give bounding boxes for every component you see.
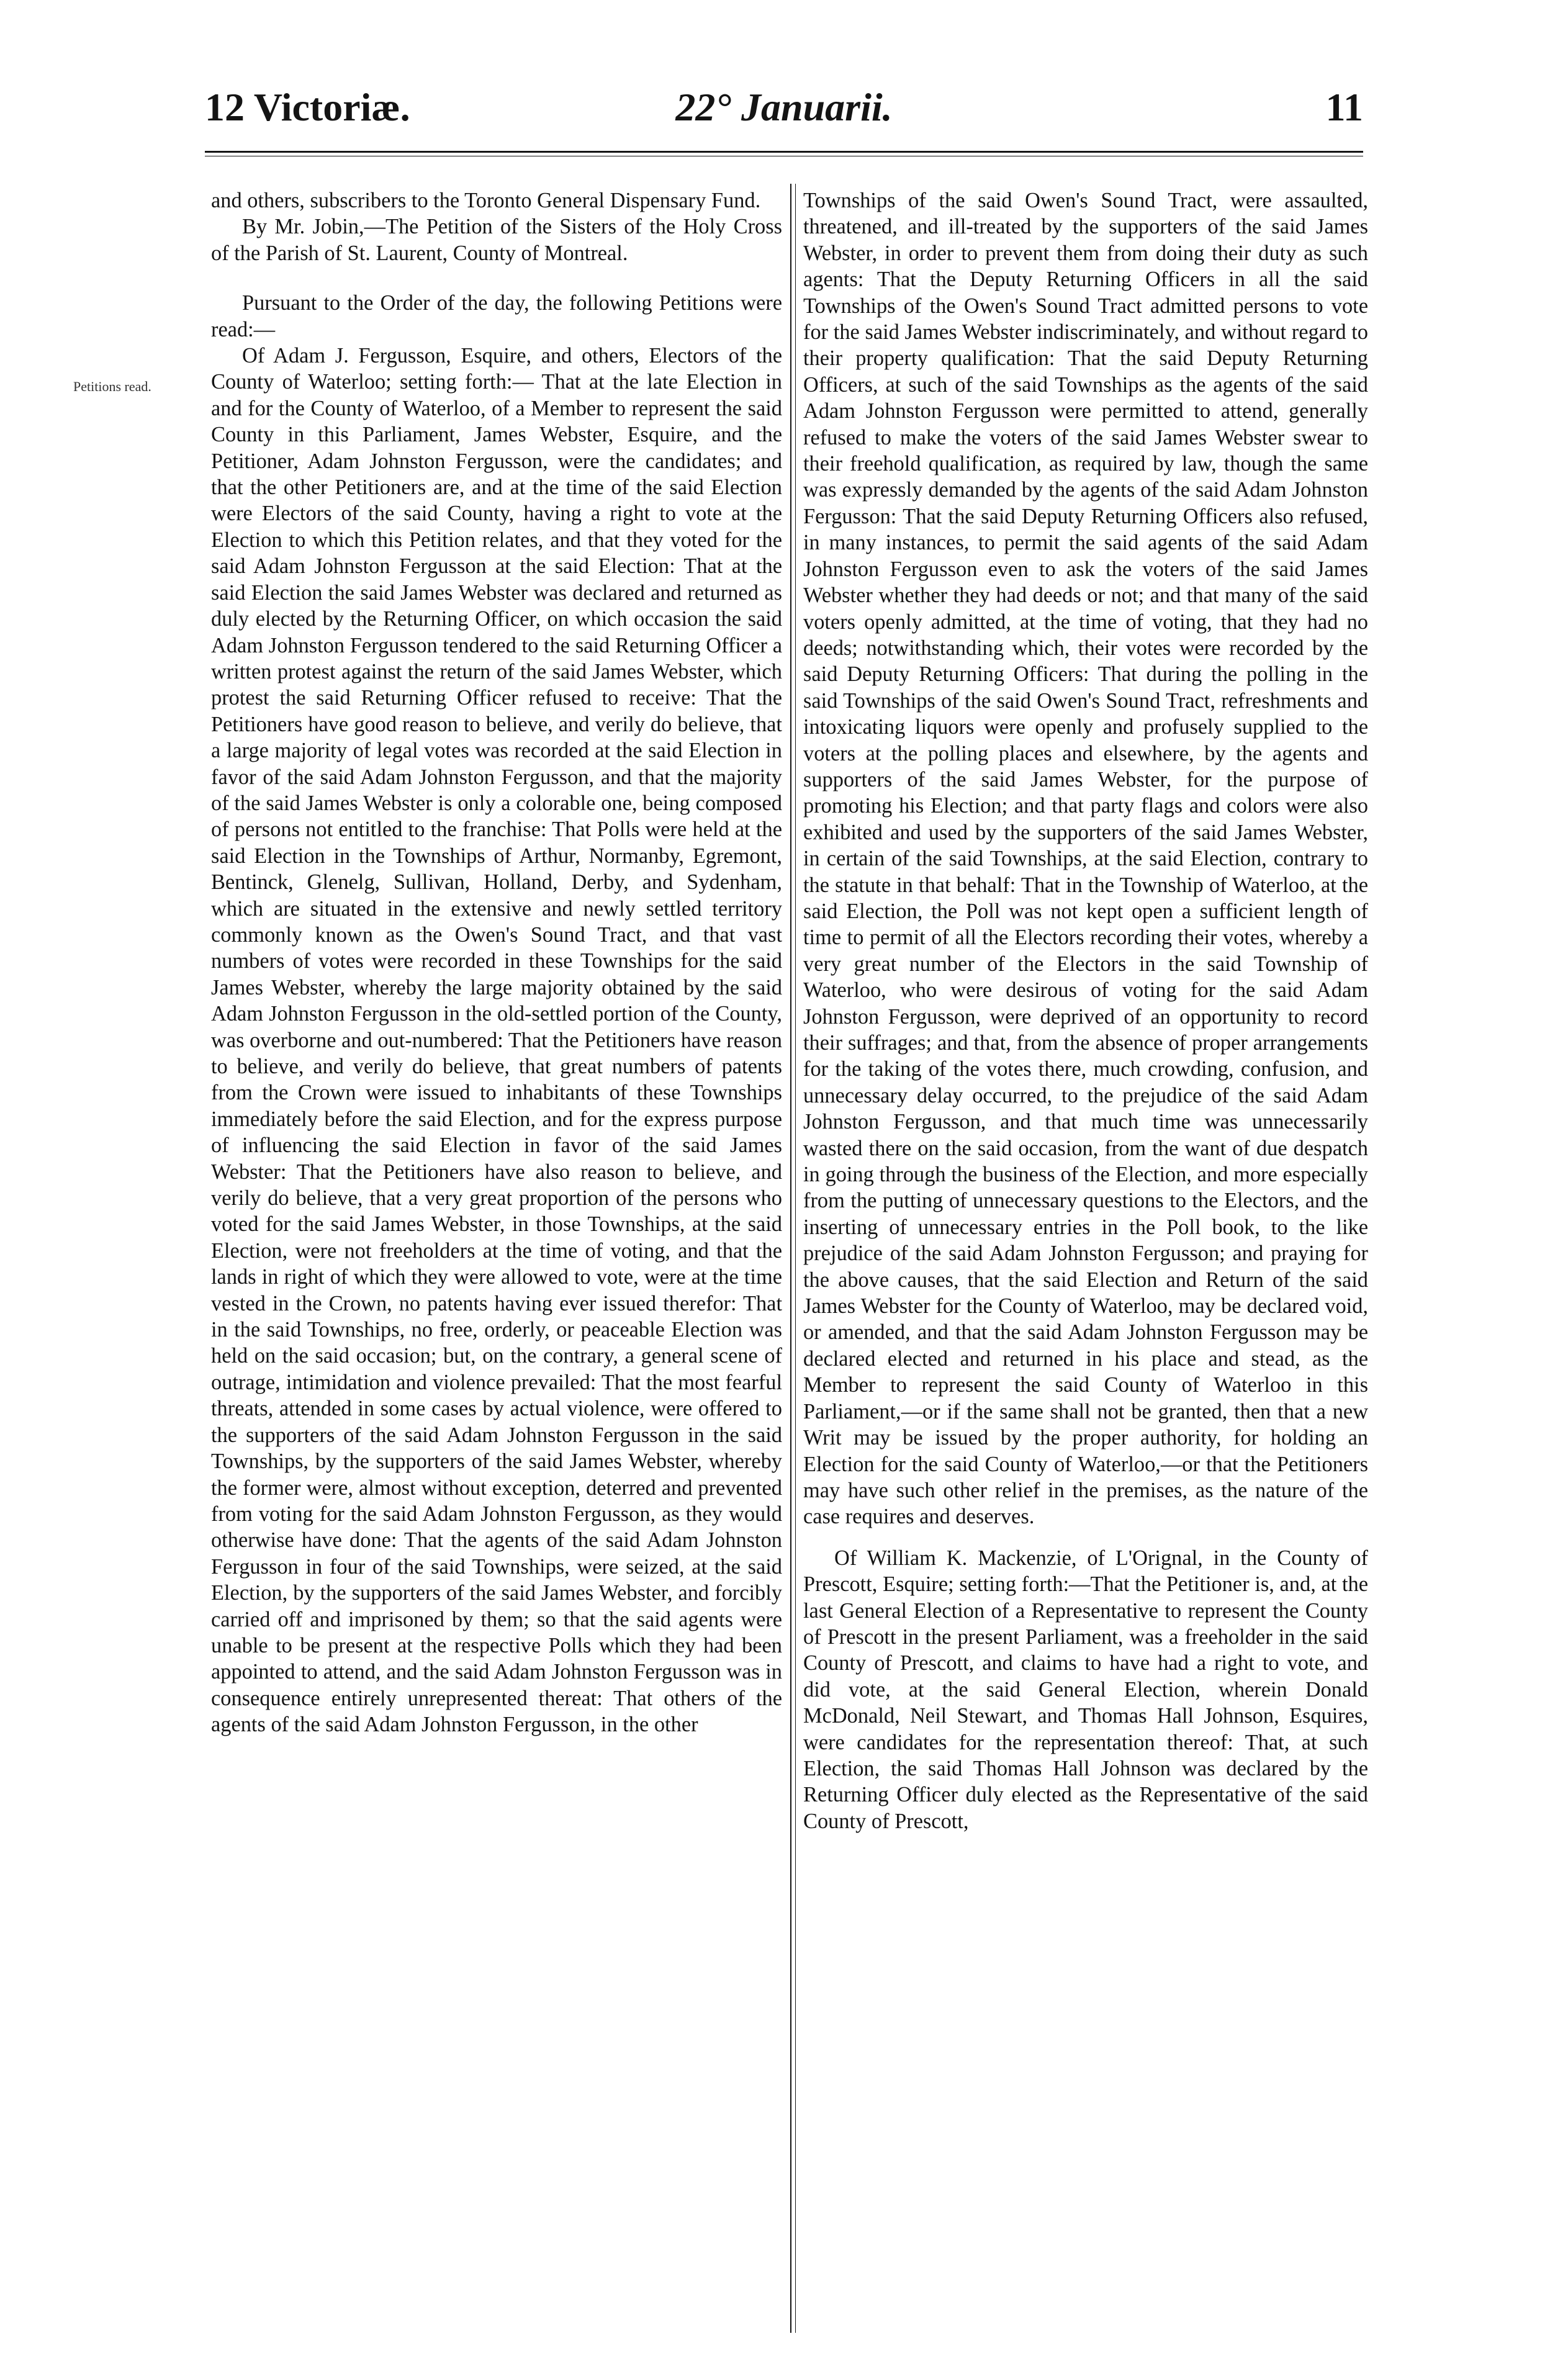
right-column: [803, 187, 1368, 2329]
paragraph: and others, subscribers to the Toronto General Dispensary Fund.: [211, 189, 761, 212]
column-divider: [790, 184, 791, 2333]
paragraph: Townships of the said Owen's Sound Tract, were assaulted, threatened, and ill-treated by the supporters of the said James Webster, in order to prevent them from doing their duty as such agents: That the Deputy Returning Officers in all the said Townships of the Owen's Sound Tract admitted persons to vote for the said James Webster indiscriminately, and without regard to their property qualification: That the said Deputy Returning Officers, at such of the said Townships as the agents of the said Adam Johnston Fergusson were permitted to attend, generally refused to make the voters of the said James Webster swear to their freehold qualification, as required by law, though the same was expressly demanded by the agents of the said Adam Johnston Fergusson: That the said Deputy Returning Officers also refused, in many instances, to permit the said agents of the said Adam Johnston Fergusson even to ask the voters of the said James Webster whether they had deeds or not; and that many of the said voters openly admitted, at the time of voting, that they had no deeds; notwithstanding which, their votes were recorded by the said Deputy Returning Officers: That during the polling in the said Townships of the said Owen's Sound Tract, refreshments and intoxicating liquors were openly and profusely supplied to the voters at the polling places and elsewhere, by the agents and supporters of the said James Webster, for the purpose of promoting his Election; and that party flags and colors were also exhibited and used by the supporters of the said James Webster, in certain of the said Townships, at the said Election, contrary to the statute in that behalf: That in the Township of Waterloo, at the said Election, the Poll was not kept open a sufficient length of time to permit of all the Electors recording their votes, whereby a very great number of the Electors in the said Township of Waterloo, who were desirous of voting for the said Adam Johnston Fergusson, were deprived of an opportunity to record their suffrages; and that, from the absence of proper arrangements for the taking of the votes there, much crowding, confusion, and unnecessary delay occurred, to the prejudice of the said Adam Johnston Fergusson, and that much time was unnecessarily wasted there on the said occasion, from the want of due despatch in going through the business of the Election, and more especially from the putting of unnecessary questions to the Electors, and the inserting of unnecessary entries in the Poll book, to the like prejudice of the said Adam Johnston Fergusson; and praying for the above causes, that the said Election and Return of the said James Webster for the County of Waterloo, may be declared void, or amended, and that the said Adam Johnston Fergusson may be declared elected and returned in his place and stead, as the Member to represent the said County of Waterloo in this Parliament,—or if the same shall not be granted, then that a new Writ may be issued by the proper authority, for holding an Election for the said County of Waterloo,—or that the Petitioners may have such other relief in the premises, as the nature of the case requires and deserves.: [803, 189, 1368, 1529]
margin-note: Petitions read.: [73, 379, 151, 394]
header-rule-thick: [205, 151, 1363, 153]
running-title-date: 22° Januarii.: [675, 85, 893, 129]
page-number: 11: [1325, 85, 1363, 129]
paragraph: By Mr. Jobin,—The Petition of the Sisters of the Holy Cross of the Parish of St. Laurent, County of Montreal.: [211, 215, 782, 265]
left-column: [211, 187, 782, 2329]
paragraph: Of William K. Mackenzie, of L'Orignal, in the County of Prescott, Esquire; setting forth:—That the Petitioner is, and, at the last General Election of a Representative to represent the County of Prescott in the present Parliament, was a freeholder in the said County of Prescott, and claims to have had a right to vote, and did vote, at the said General Election, wherein Donald McDonald, Neil Stewart, and Thomas Hall Johnson, Esquires, were candidates for the representation thereof: That, at such Election, the said Thomas Hall Johnson was declared by the Returning Officer duly elected as the Representative of the said County of Prescott,: [803, 1546, 1368, 1833]
page-header: [205, 79, 1363, 135]
paragraph: Of Adam J. Fergusson, Esquire, and others, Electors of the County of Waterloo; setting forth:— That at the late Election in and for the County of Waterloo, of a Member to represent the said County in this Parliament, James Webster, Esquire, and the Petitioner, Adam Johnston Fergusson, were the candidates; and that the other Petitioners are, and at the time of the said Election were Electors of the said County, having a right to vote at the Election to which this Petition relates, and that they voted for the said Adam Johnston Fergusson at the said Election: That at the said Election the said James Webster was declared and returned as duly elected by the Returning Officer, on which occasion the said Adam Johnston Fergusson tendered to the said Returning Officer a written protest against the return of the said James Webster, which protest the said Returning Officer refused to receive: That the Petitioners have good reason to believe, and verily do believe, that a large majority of legal votes was recorded at the said Election in favor of the said Adam Johnston Fergusson, and that the majority of the said James Webster is only a colorable one, being composed of persons not entitled to the franchise: That Polls were held at the said Election in the Townships of Arthur, Normanby, Egremont, Bentinck, Glenelg, Sullivan, Holland, Derby, and Sydenham, which are situated in the extensive and newly settled territory commonly known as the Owen's Sound Tract, and that vast numbers of votes were recorded in these Townships for the said James Webster, whereby the large majority obtained by the said Adam Johnston Fergusson in the old-settled portion of the County, was overborne and out-numbered: That the Petitioners have reason to believe, and verily do believe, that great numbers of patents from the Crown were issued to inhabitants of these Townships immediately before the said Election, and for the express purpose of influencing the said Election in favor of the said James Webster: That the Petitioners have also reason to believe, and verily do believe, that a very great proportion of the persons who voted for the said James Webster, in those Townships, at the said Election, were not freeholders at the time of voting, and that the lands in right of which they were allowed to vote, were at the time vested in the Crown, no patents having ever issued therefor: That in the said Townships, no free, orderly, or peaceable Election was held on the said occasion; but, on the contrary, a general scene of outrage, intimidation and violence prevailed: That the most fearful threats, attended in some cases by actual violence, were offered to the supporters of the said Adam Johnston Fergusson in the said Townships, by the supporters of the said James Webster, whereby the former were, almost without exception, deterred and prevented from voting for the said Adam Johnston Fergusson, as they would otherwise have done: That the agents of the said Adam Johnston Fergusson in four of the said Townships, were seized, at the said Election, by the supporters of the said James Webster, and forcibly carried off and imprisoned by them; so that the said agents were unable to be present at the respective Polls which they had been appointed to attend, and the said Adam Johnston Fergusson was in consequence entirely unrepresented thereat: That others of the agents of the said Adam Johnston Fergusson, in the other: [211, 344, 782, 1737]
running-title-year: 12 Victoriæ.: [205, 85, 410, 129]
column-divider: [795, 184, 796, 2333]
paragraph: Pursuant to the Order of the day, the following Petitions were read:—: [211, 291, 782, 341]
